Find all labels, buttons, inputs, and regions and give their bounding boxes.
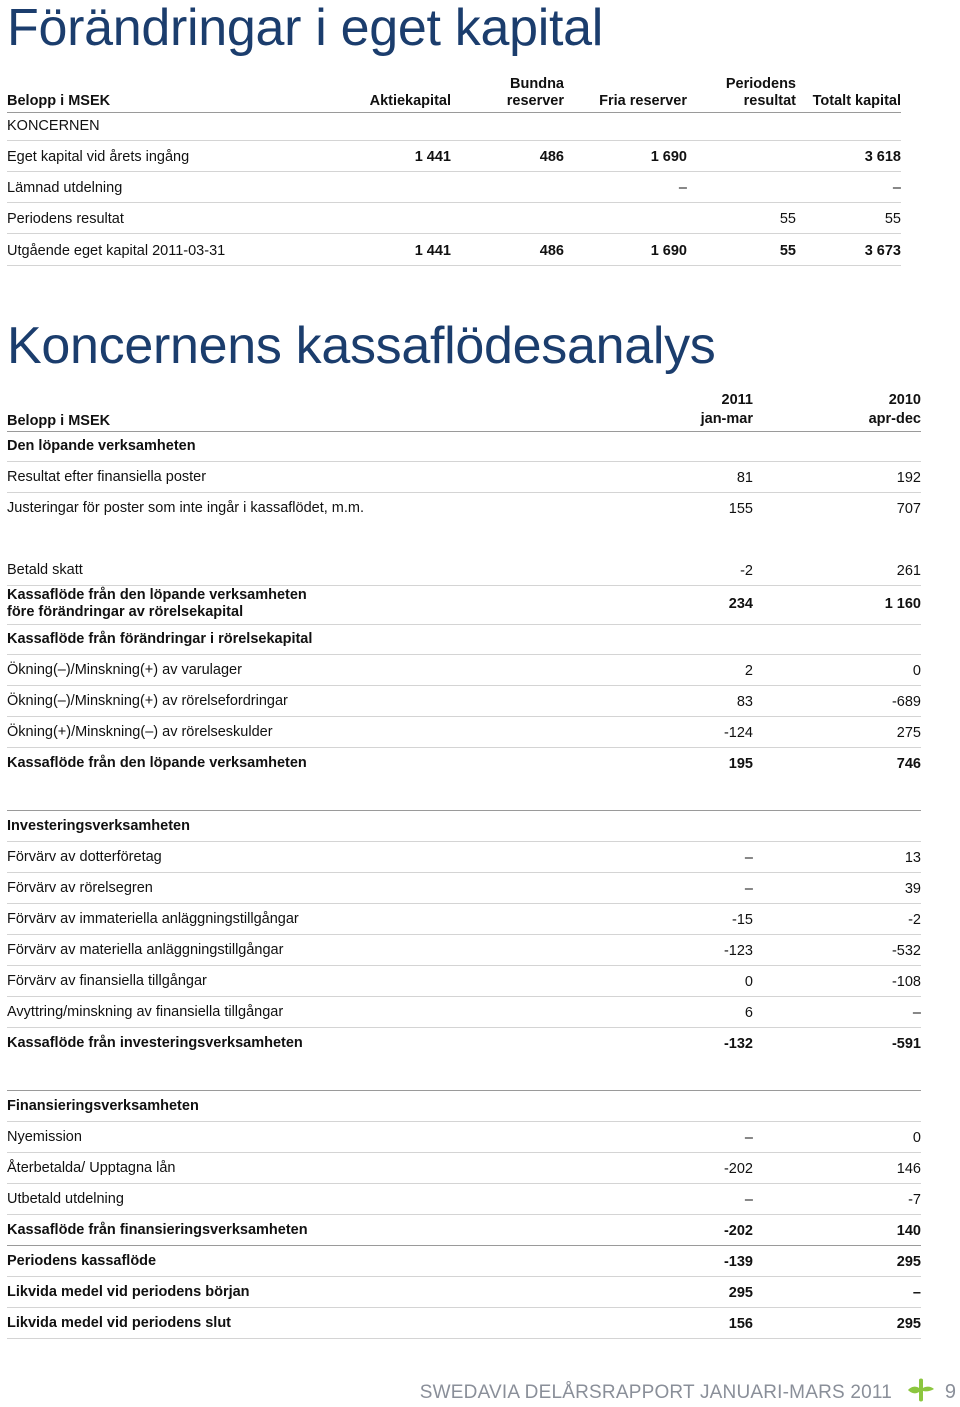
table-row: Kassaflöde från investeringsverksamheten -132 -591 bbox=[7, 1035, 921, 1052]
header-2011-jan-mar: 2011 jan-mar bbox=[700, 392, 753, 427]
section-den-lopande-verksamheten: Den löpande verksamheten bbox=[7, 432, 921, 462]
table-row: Förvärv av finansiella tillgångar 0 -108 bbox=[7, 966, 921, 997]
table-row: Förvärv av immateriella anläggningstillgångar -15 -2 bbox=[7, 904, 921, 935]
table-row: Avyttring/minskning av finansiella tillgångar 6 – bbox=[7, 997, 921, 1028]
header-belopp: Belopp i MSEK bbox=[7, 93, 111, 109]
table-row: Kassaflöde från finansieringsverksamheten -202 140 bbox=[7, 1215, 921, 1246]
table-row: Förvärv av rörelsegren – 39 bbox=[7, 873, 921, 904]
cashflow-title: Koncernens kassaflödesanalys bbox=[7, 317, 716, 375]
table-row: Kassaflöde från den löpande verksamheten 195 746 bbox=[7, 755, 921, 772]
table-row: Lämnad utdelning – – bbox=[7, 172, 901, 203]
table-row: Periodens resultat 55 55 bbox=[7, 203, 901, 234]
header-totalt-kapital: Totalt kapital bbox=[812, 93, 901, 109]
swedavia-logo-icon bbox=[906, 1377, 936, 1403]
header-belopp: Belopp i MSEK bbox=[7, 413, 111, 429]
table-row: Likvida medel vid periodens början 295 – bbox=[7, 1277, 921, 1308]
header-aktiekapital: Aktiekapital bbox=[369, 93, 451, 109]
table-row: Utbetald utdelning – -7 bbox=[7, 1184, 921, 1215]
equity-title: Förändringar i eget kapital bbox=[7, 0, 604, 57]
header-2010-apr-dec: 2010 apr-dec bbox=[868, 392, 921, 427]
equity-section-koncernen: KONCERNEN bbox=[7, 113, 901, 141]
table-row: Förvärv av materiella anläggningstillgångar -123 -532 bbox=[7, 935, 921, 966]
header-bundna-reserver: Bundna reserver bbox=[506, 76, 564, 109]
section-investeringsverksamheten: Investeringsverksamheten bbox=[7, 810, 921, 842]
table-row: Ökning(+)/Minskning(–) av rörelseskulder -124 275 bbox=[7, 717, 921, 748]
table-row: Betald skatt -2 261 bbox=[7, 555, 921, 586]
footer-report-title: SWEDAVIA DELÅRSRAPPORT JANUARI-MARS 2011 bbox=[419, 1382, 892, 1403]
page-number: 9 bbox=[944, 1381, 956, 1403]
table-row: Nyemission – 0 bbox=[7, 1122, 921, 1153]
table-row: Ökning(–)/Minskning(+) av varulager 2 0 bbox=[7, 655, 921, 686]
header-fria-reserver: Fria reserver bbox=[599, 93, 687, 109]
table-row: Kassaflöde från den löpande verksamheten före förändringar av rörelsekapital 234 1 160 bbox=[7, 586, 921, 625]
table-row: Återbetalda/ Upptagna lån -202 146 bbox=[7, 1153, 921, 1184]
table-row: Likvida medel vid periodens slut 156 295 bbox=[7, 1308, 921, 1339]
table-row: Ökning(–)/Minskning(+) av rörelsefordringar 83 -689 bbox=[7, 686, 921, 717]
table-row: Förvärv av dotterföretag – 13 bbox=[7, 842, 921, 873]
section-finansieringsverksamheten: Finansieringsverksamheten bbox=[7, 1090, 921, 1122]
table-row: Utgående eget kapital 2011-03-31 1 441 486 1 690 55 3 673 bbox=[7, 234, 901, 266]
table-row: Justeringar för poster som inte ingår i kassaflödet, m.m. 155 707 bbox=[7, 500, 921, 517]
table-row: Resultat efter finansiella poster 81 192 bbox=[7, 462, 921, 493]
header-periodens-resultat: Periodens resultat bbox=[725, 76, 796, 109]
section-rorelsekapital: Kassaflöde från förändringar i rörelsekapital bbox=[7, 625, 921, 655]
page-footer bbox=[0, 1377, 960, 1407]
cashflow-table-header bbox=[7, 389, 921, 432]
table-row: Periodens kassaflöde -139 295 bbox=[7, 1246, 921, 1277]
equity-table-header bbox=[7, 72, 901, 113]
table-row: Eget kapital vid årets ingång 1 441 486 1 690 3 618 bbox=[7, 141, 901, 172]
